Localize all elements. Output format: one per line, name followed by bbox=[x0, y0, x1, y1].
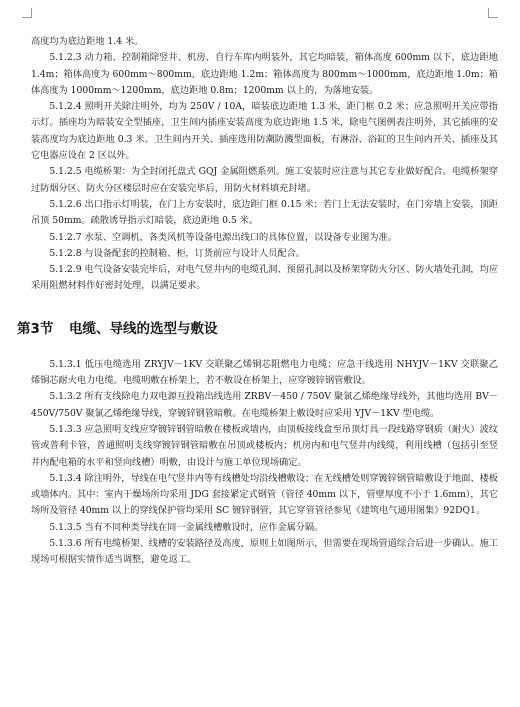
paragraph: 5.1.2.9 电气设备安装完毕后，对电气竖井内的电缆孔洞、预留孔洞以及桥架穿防火分区、防火墙处孔洞，均应采用阻燃材料作好密封处理，以满足要求。 bbox=[31, 264, 498, 292]
page-corner-mark-left bbox=[22, 8, 32, 18]
paragraph: 5.1.2.3 动力箱、控制箱除竖井、机房、自行车库内明装外，其它均暗装，箱体高度 600mm 以下，底边距地 1.4m；箱体高度为 600mm～800mm，底边距地 1.2m；箱体高度为 800mm～1000mm，底边距地 1.0m；箱体高度为 1000mm～1200mm，底边距地 0.8m；1200mm 以上的，为落地安装。 bbox=[31, 52, 498, 96]
paragraph: 5.1.3.2 所有支线除电力双电源互投箱出线选用 ZRBV－450 / 750V 聚氯乙烯绝缘导线外，其他均选用 BV－450V/750V 聚氯乙烯绝缘导线，穿镀锌钢管暗敷。在电缆桥架上敷设时应采用 YJV－1KV 型电缆。 bbox=[31, 391, 498, 419]
paragraph: 5.1.3.6 所有电缆桥架、线槽的安装路径及高度，原则上如图所示，但需要在现场管道综合后进一步确认。施工现场可根据实情作适当调整，避免返工。 bbox=[31, 538, 498, 566]
paragraph: 5.1.3.1 低压电缆选用 ZRYJV－1KV 交联聚乙烯铜芯阻燃电力电缆；应急干线选用 NHYJV－1KV 交联聚乙烯铜芯耐火电力电缆。电缆明敷在桥架上，若不敷设在桥架上，应穿镀锌钢管敷设。 bbox=[31, 358, 498, 387]
paragraph: 5.1.2.8 与设备配套的控制箱、柜，订货前应与设计人员配合。 bbox=[49, 247, 305, 259]
section-title: 电缆、导线的选型与敷设 bbox=[69, 320, 218, 337]
paragraph: 5.1.2.4 照明开关除注明外，均为 250V / 10A，暗装底边距地 1.3 米，距门框 0.2 米；应急照明开关应带指示灯。插座均为暗装安全型插座，卫生间内插座安装高度为底边距地 1.5 米，除电气图例表注明外，其它插座的安装高度均为底边距地 0.3 米。卫生间内开关、插座选用防潮防溅型面板，有淋浴、浴缸的卫生间内开关、插座及其它电器应设在 2 区以外。 bbox=[31, 101, 498, 162]
paragraph: 5.1.3.4 除注明外，导线在电气竖井内等有线槽处均沿线槽敷设；在无线槽处则穿镀锌钢管暗敷设于地面、楼板或墙体内。其中：室内干燥场所均采用 JDG 套接紧定式钢管（管径 40mm 以下，管壁厚度不小于 1.6mm），其它场所及管径 40mm 以上的穿线保护管均采用 SC 镀锌钢管，其它穿管管径参见《建筑电气通用图集》92DQ1。 bbox=[31, 472, 498, 517]
paragraph: 5.1.3.3 应急照明支线应穿镀锌钢管暗敷在楼板或墙内，由顶板接线盒至吊顶灯具一段线路穿钢质（耐火）波纹管或普利卡管，普通照明支线穿镀锌钢管暗敷在吊顶或楼板内；机房内和电气竖井内线缆，利用线槽（包括引至竖井内配电箱的水平和竖向线槽）明敷，由设计与施工单位现场确定。 bbox=[31, 423, 498, 468]
paragraph: 5.1.2.6 出口指示灯明装，在门上方安装时，底边距门框 0.15 米；若门上无法安装时，在门旁墙上安装，顶距吊顶 50mm。疏散诱导指示灯暗装，底边距地 0.5 米。 bbox=[31, 198, 498, 227]
document-body bbox=[17, 34, 498, 569]
paragraph: 5.1.3.5 当有不同种类导线在同一金属线槽敷设时，应作金属分隔。 bbox=[49, 521, 324, 533]
section-number: 第3节 bbox=[17, 320, 54, 337]
page-corner-mark-right bbox=[488, 8, 498, 18]
paragraph: 高度均为底边距地 1.4 米。 bbox=[31, 36, 144, 47]
paragraph: 5.1.2.7 水泵、空调机，各类风机等设备电源出线口的具体位置，以设备专业图为准。 bbox=[49, 231, 397, 243]
section-heading bbox=[17, 319, 498, 339]
paragraph: 5.1.2.5 电缆桥架：为全封闭托盘式 GQJ 金属阻燃系列。施工安装时应注意与其它专业做好配合。电缆桥架穿过防烟分区、防火分区楼层时应在安装完毕后，用防火材料填充封堵。 bbox=[31, 166, 498, 194]
